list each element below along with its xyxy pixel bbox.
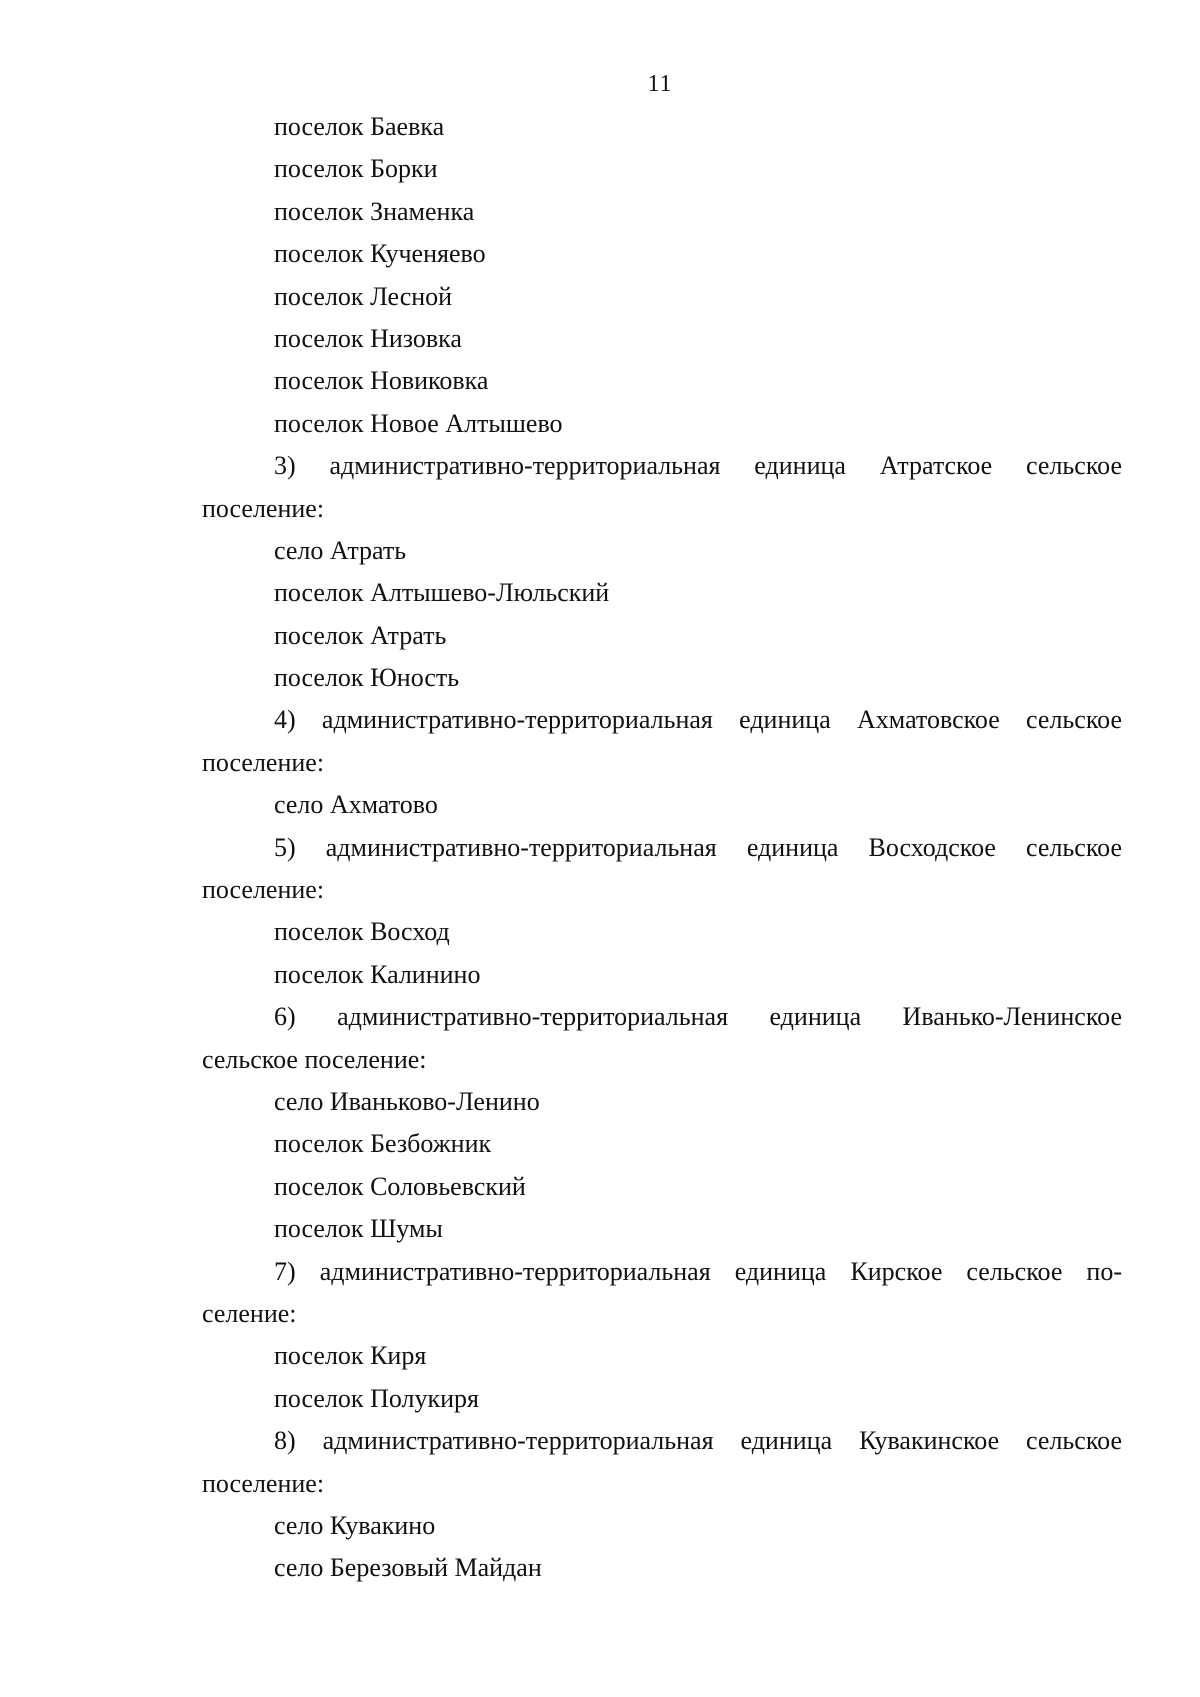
- locality-item: поселок Новиковка: [274, 366, 489, 396]
- locality-item: село Кувакино: [274, 1510, 436, 1540]
- page-number: 11: [647, 71, 673, 97]
- section-heading-continuation: поселение:: [202, 747, 325, 777]
- locality-item: поселок Алтышево-Люльский: [274, 578, 610, 608]
- locality-item: поселок Знаменка: [274, 196, 475, 226]
- document-body: [202, 106, 1122, 1590]
- section-heading-continuation: поселение:: [202, 493, 325, 523]
- section-heading: 6) административно-территориальная единица Иванько-Ленинское: [274, 1002, 1122, 1032]
- locality-item: поселок Соловьевский: [274, 1171, 526, 1201]
- locality-item: поселок Киря: [274, 1341, 427, 1371]
- locality-item: поселок Лесной: [274, 281, 453, 311]
- section-heading-continuation: поселение:: [202, 875, 325, 905]
- locality-item: поселок Атрать: [274, 620, 447, 650]
- locality-item: поселок Калинино: [274, 959, 481, 989]
- locality-item: поселок Безбожник: [274, 1129, 492, 1159]
- locality-item: поселок Восход: [274, 917, 450, 947]
- locality-item: поселок Шумы: [274, 1214, 443, 1244]
- locality-item: поселок Юность: [274, 663, 460, 693]
- locality-item: поселок Кученяево: [274, 239, 486, 269]
- locality-item: поселок Низовка: [274, 323, 462, 353]
- locality-item: село Ахматово: [274, 790, 438, 820]
- section-heading: 3) административно-территориальная единица Атратское сельское: [274, 451, 1122, 481]
- locality-item: поселок Полукиря: [274, 1383, 479, 1413]
- section-heading-continuation: селение:: [202, 1298, 297, 1328]
- section-heading: 7) административно-территориальная единица Кирское сельское по-: [274, 1256, 1122, 1286]
- locality-item: село Атрать: [274, 535, 407, 565]
- section-heading: 5) административно-территориальная единица Восходское сельское: [274, 832, 1122, 862]
- section-heading-continuation: поселение:: [202, 1468, 325, 1498]
- locality-item: поселок Борки: [274, 154, 438, 184]
- locality-item: село Иваньково-Ленино: [274, 1086, 540, 1116]
- locality-item: поселок Новое Алтышево: [274, 408, 563, 438]
- locality-item: поселок Баевка: [274, 112, 445, 141]
- section-heading: 8) административно-территориальная единица Кувакинское сельское: [274, 1426, 1122, 1456]
- section-heading-continuation: сельское поселение:: [202, 1044, 427, 1074]
- section-heading: 4) административно-территориальная единица Ахматовское сельское: [274, 705, 1122, 735]
- locality-item: село Березовый Майдан: [274, 1553, 542, 1583]
